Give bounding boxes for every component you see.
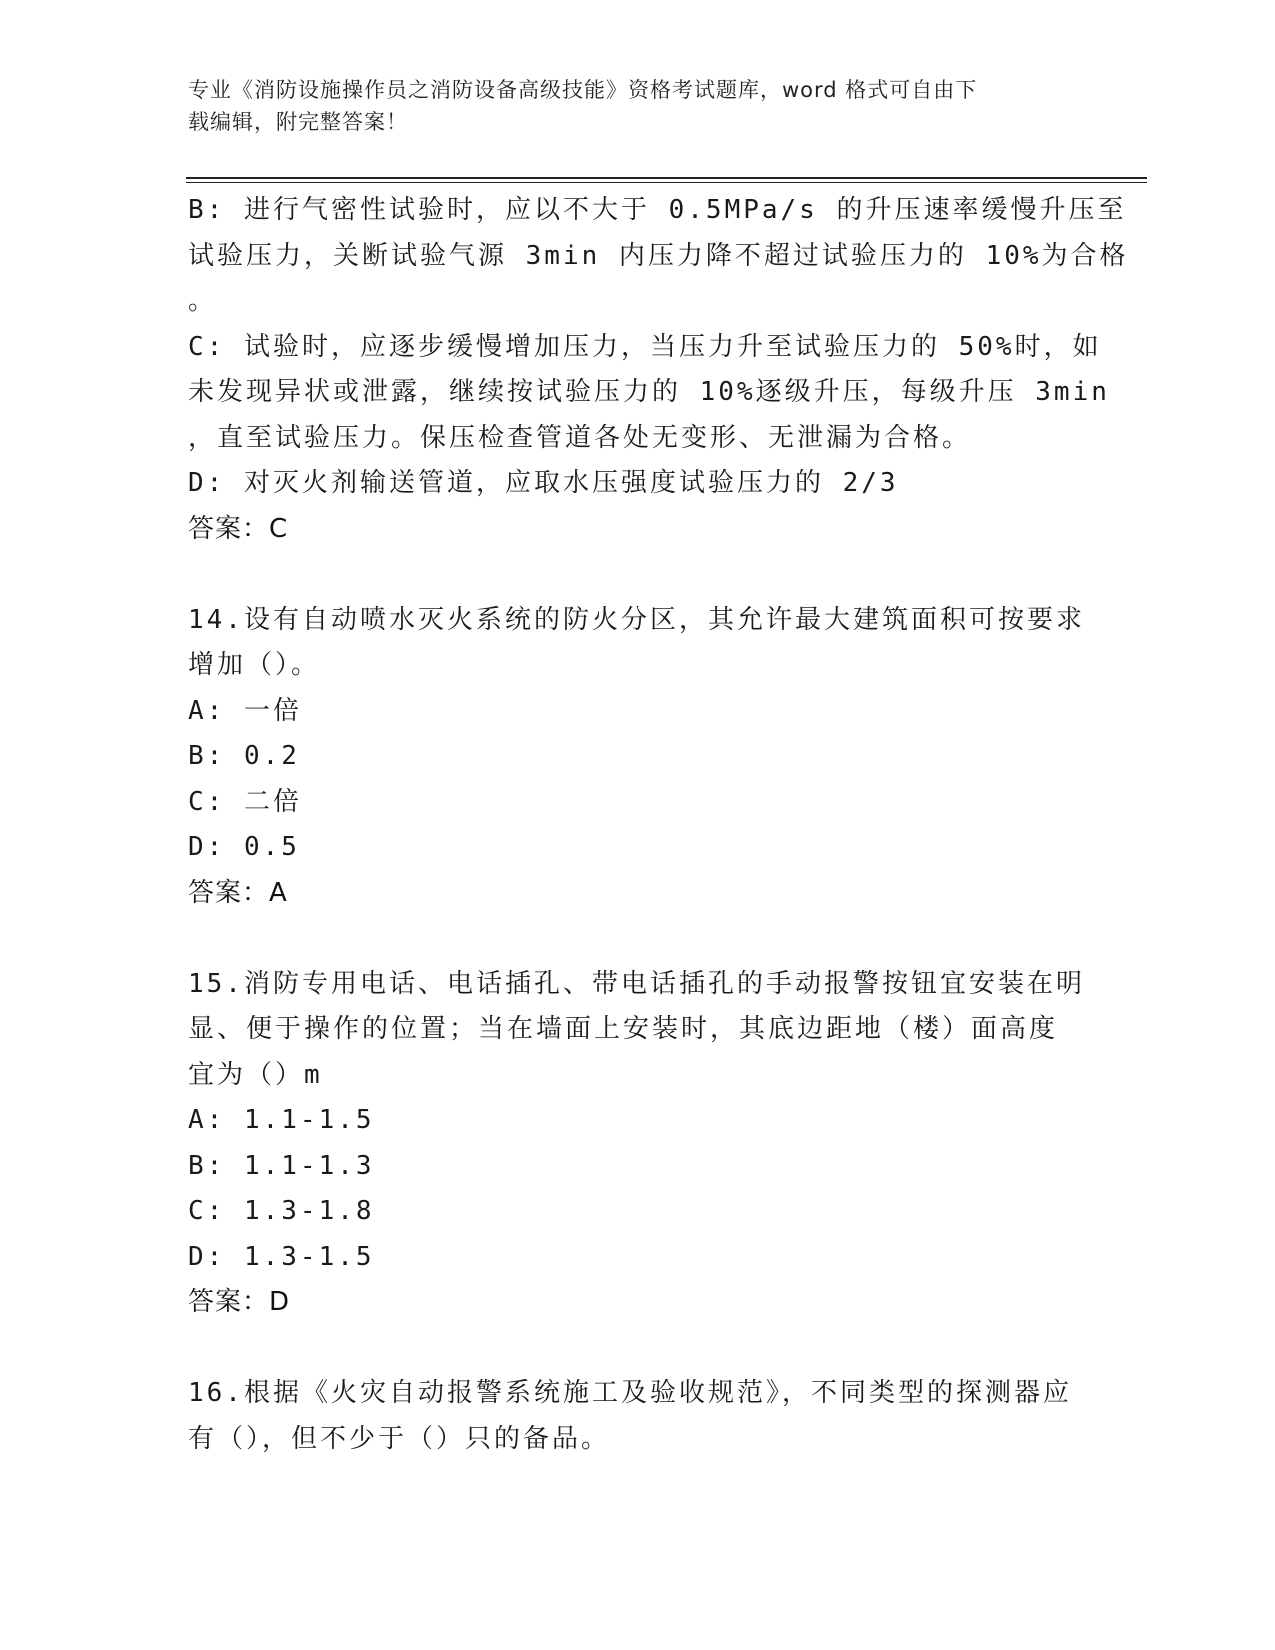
header-divider-thick [186,177,1147,179]
option-d: D: 0.5 [188,832,300,862]
option-b: B: 1.1-1.3 [188,1150,375,1181]
header-line-2: 载编辑，附完整答案！ [188,110,408,134]
question-14 [188,598,1088,917]
question-stem-line-1: 14.设有自动喷水灭火系统的防火分区，其允许最大建筑面积可按要求 [188,604,1085,635]
option-c-line-1: C: 试验时，应逐步缓慢增加压力，当压力升至试验压力的 50%时，如 [188,331,1102,362]
option-b-line-3: 。 [188,286,218,316]
option-b-line-2: 试验压力，关断试验气源 3min 内压力降不超过试验压力的 10%为合格 [188,240,1129,271]
spacer [188,1326,1088,1372]
option-a: A: 一倍 [188,695,302,726]
option-a: A: 1.1-1.5 [188,1105,375,1135]
option-b: B: 0.2 [188,741,300,771]
question-content [188,188,1129,1462]
header-divider-thin [186,182,1147,183]
answer: 答案：A [188,877,288,908]
question-stem-line-1: 15.消防专用电话、电话插孔、带电话插孔的手动报警按钮宜安装在明 [188,968,1085,999]
answer: 答案：D [188,1287,291,1317]
option-d: D: 1.3-1.5 [188,1241,375,1272]
question-stem-line-2: 有（），但不少于（）只的备品。 [188,1423,611,1454]
option-c: C: 1.3-1.8 [188,1196,375,1226]
option-d: D: 对灭火剂输送管道，应取水压强度试验压力的 2/3 [188,468,899,498]
question-15 [188,962,1088,1326]
question-16 [188,1371,1088,1462]
question-stem-line-2: 显、便于操作的位置；当在墙面上安装时，其底边距地（楼）面高度 [188,1014,1059,1044]
option-c: C: 二倍 [188,786,302,817]
option-b-line-1: B: 进行气密性试验时，应以不大于 0.5MPa/s 的升压速率缓慢升压至 [188,195,1127,225]
question-stem-line-1: 16.根据《火灾自动报警系统施工及验收规范》，不同类型的探测器应 [188,1378,1072,1408]
option-c-line-2: 未发现异状或泄露，继续按试验压力的 10%逐级升压，每级升压 3min [188,377,1110,407]
question-stem-line-2: 增加（）。 [188,650,321,680]
header-line-1: 专业《消防设施操作员之消防设备高级技能》资格考试题库，word 格式可自由下 [188,78,978,102]
answer: 答案：C [188,513,289,544]
question-stem-line-3: 宜为（）m [188,1059,323,1090]
question-13-continued [188,188,1129,552]
spacer [188,552,1088,598]
document-header [188,74,1068,138]
option-c-line-3: ，直至试验压力。保压检查管道各处无变形、无泄漏为合格。 [188,422,972,453]
spacer [188,916,1088,962]
